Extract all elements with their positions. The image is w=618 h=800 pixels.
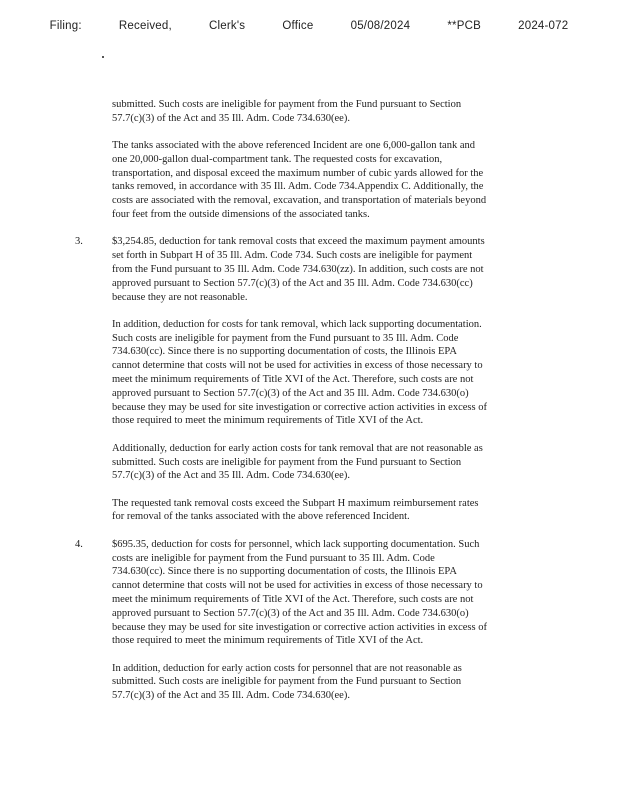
text-line: approved pursuant to Section 57.7(c)(3) of the Act and 35 Ill. Adm. Code 734.630(o) <box>112 607 469 619</box>
text-line: because they are not reasonable. <box>112 291 248 303</box>
text-line: from the Fund pursuant to 35 Ill. Adm. Code 734.630(zz). In addition, such costs are not <box>112 263 484 275</box>
text-line: tanks removed, in accordance with 35 Ill. Adm. Code 734.Appendix C. Additionally, the <box>112 181 484 193</box>
text-line: In addition, deduction for early action costs for personnel that are not reasonable as <box>112 662 462 674</box>
item-number: 3. <box>75 236 83 248</box>
paragraph <box>112 662 542 703</box>
text-line: submitted. Such costs are ineligible for payment from the Fund pursuant to Section <box>112 456 462 468</box>
text-line: those required to meet the minimum requirements of Title XVI of the Act. <box>112 415 424 427</box>
document-body <box>0 98 618 716</box>
numbered-item <box>0 538 618 648</box>
item-number: 4. <box>75 538 83 550</box>
paragraph <box>112 98 542 126</box>
text-line: 57.7(c)(3) of the Act and 35 Ill. Adm. Code 734.630(ee). <box>112 470 350 482</box>
text-line: four feet from the outside dimensions of the associated tanks. <box>112 209 370 221</box>
text-line: for removal of the tanks associated with the above referenced Incident. <box>112 511 410 523</box>
text-line: $3,254.85, deduction for tank removal costs that exceed the maximum payment amounts <box>112 236 485 248</box>
item-text <box>112 538 542 648</box>
text-line: those required to meet the minimum requirements of Title XVI of the Act. <box>112 635 424 647</box>
text-line: 734.630(cc). Since there is no supporting documentation of costs, the Illinois EPA <box>112 346 457 358</box>
text-line: meet the minimum requirements of Title XVI of the Act. Therefore, such costs are not <box>112 593 474 605</box>
text-line: one 20,000-gallon dual-compartment tank. The requested costs for excavation, <box>112 153 443 165</box>
text-line: cannot determine that costs will not be used for activities in excess of those necessary to <box>112 580 483 592</box>
text-line: $695.35, deduction for costs for personnel, which lack supporting documentation. Such <box>112 538 480 550</box>
text-line: submitted. Such costs are ineligible for payment from the Fund pursuant to Section <box>112 99 462 110</box>
text-line: meet the minimum requirements of Title XVI of the Act. Therefore, such costs are not <box>112 374 474 386</box>
text-line: The requested tank removal costs exceed the Subpart H maximum reimbursement rates <box>112 497 479 509</box>
text-line: transportation, and disposal exceed the maximum number of cubic yards allowed for the <box>112 167 484 179</box>
text-line: The tanks associated with the above referenced Incident are one 6,000-gallon tank and <box>112 140 475 152</box>
numbered-item <box>0 235 618 304</box>
text-line: set forth in Subpart H of 35 Ill. Adm. Code 734. Such costs are ineligible for payment <box>112 250 473 262</box>
text-line: costs are ineligible for payment from the Fund pursuant to 35 Ill. Adm. Code <box>112 552 435 564</box>
scan-speck <box>102 56 104 58</box>
text-line: costs are associated with the removal, excavation, and transportation of materials beyond <box>112 195 487 207</box>
text-line: because they may be used for site investigation or corrective action activities in excess of <box>112 621 487 633</box>
item-text <box>112 235 542 304</box>
text-line: 734.630(cc). Since there is no supporting documentation of costs, the Illinois EPA <box>112 566 457 578</box>
paragraph <box>112 139 542 222</box>
filing-stamp: Filing: Received, Clerk's Office 05/08/2024 **PCB 2024-072 <box>49 20 569 32</box>
paragraph <box>112 318 542 428</box>
paragraph <box>112 442 542 483</box>
text-line: 57.7(c)(3) of the Act and 35 Ill. Adm. Code 734.630(ee). <box>112 112 350 124</box>
text-line: cannot determine that costs will not be used for activities in excess of those necessary to <box>112 360 483 372</box>
text-line: Such costs are ineligible for payment from the Fund pursuant to 35 Ill. Adm. Code <box>112 332 459 344</box>
text-line: submitted. Such costs are ineligible for payment from the Fund pursuant to Section <box>112 676 462 688</box>
text-line: because they may be used for site investigation or corrective action activities in excess of <box>112 401 487 413</box>
paragraph <box>112 497 542 525</box>
text-line: approved pursuant to Section 57.7(c)(3) of the Act and 35 Ill. Adm. Code 734.630(o) <box>112 387 469 399</box>
text-line: approved pursuant to Section 57.7(c)(3) of the Act and 35 Ill. Adm. Code 734.630(cc) <box>112 277 473 289</box>
text-line: In addition, deduction for costs for tank removal, which lack supporting documentation. <box>112 318 482 330</box>
text-line: Additionally, deduction for early action costs for tank removal that are not reasonable as <box>112 442 483 454</box>
text-line: 57.7(c)(3) of the Act and 35 Ill. Adm. Code 734.630(ee). <box>112 690 350 702</box>
